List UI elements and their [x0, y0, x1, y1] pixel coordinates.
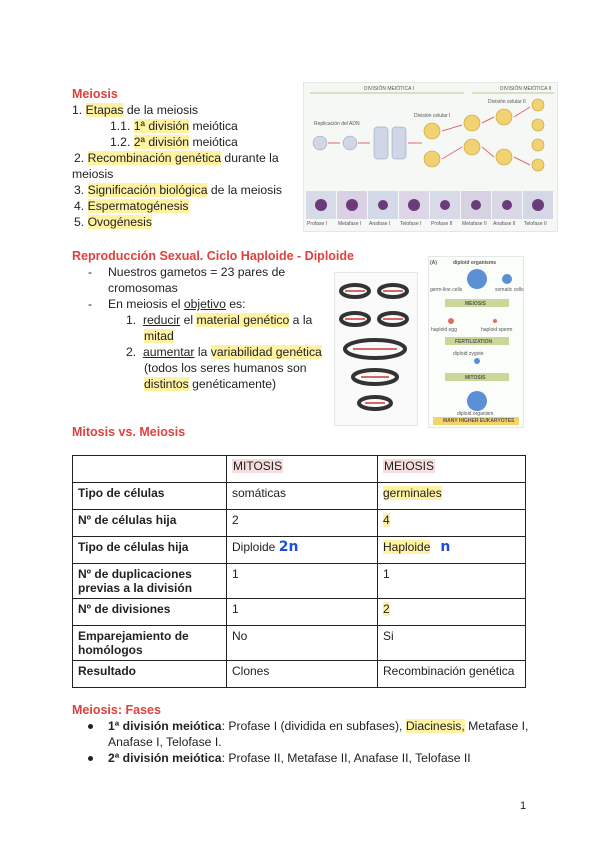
row-header: Nº de células hija	[73, 510, 227, 537]
section-title-meiosis: Meiosis	[72, 87, 118, 101]
list-item-ovogenesis: 5. Ovogénesis	[74, 215, 152, 229]
row-header: Emparejamiento de homólogos	[73, 626, 227, 661]
bullet-gametos: Nuestros gametos = 23 pares de	[108, 265, 286, 279]
table-cell: 1	[227, 599, 378, 626]
list-item-significacion: 3. Significación biológica de la meiosis	[74, 183, 282, 197]
fases-list	[108, 718, 528, 766]
section-title-reproduccion: Reproducción Sexual. Ciclo Haploide - Diploide	[72, 249, 354, 263]
table-cell: 2	[378, 599, 526, 626]
numbered-item-2: 2. aumentar la variabilidad genética	[126, 345, 322, 359]
cell-icon	[313, 136, 327, 150]
section-title-mitosis-vs-meiosis: Mitosis vs. Meiosis	[72, 425, 186, 439]
handwritten-n: n	[440, 539, 451, 555]
phase-label: Metafase II	[462, 221, 487, 227]
phase-label: Profase I	[307, 221, 328, 227]
table-cell: Clones	[227, 661, 378, 688]
figure-label: División celular II	[488, 99, 526, 105]
table-cell: somáticas	[227, 483, 378, 510]
numbered-item-1-cont: mitad	[144, 329, 174, 343]
comparison-table	[72, 455, 526, 688]
cell-icon	[532, 99, 544, 111]
row-header: Tipo de células hija	[73, 537, 227, 564]
table-cell: 1	[378, 564, 526, 599]
figure-label: diploid organisms	[453, 260, 497, 266]
phase-label: Telofase I	[400, 221, 422, 227]
table-cell: 4	[378, 510, 526, 537]
figure-label: germ-line cells	[430, 287, 463, 293]
phase-label: Anafase II	[493, 221, 516, 227]
list-item-recombinacion-cont: meiosis	[72, 167, 114, 181]
table-header-row	[73, 456, 526, 483]
sublist-item-2: 1.2. 2ª división meiótica	[110, 135, 238, 149]
table-row	[73, 564, 526, 599]
handwritten-2n: 2n	[278, 539, 299, 555]
figure-label: diploid organism	[457, 411, 494, 417]
figure-label: MITOSIS	[465, 375, 486, 381]
figure-label: diploid zygote	[453, 351, 484, 357]
cell-icon	[464, 139, 480, 155]
bullet-objetivo: En meiosis el objetivo es:	[108, 297, 246, 311]
phase-label: Telofase II	[524, 221, 547, 227]
cell-icon	[424, 123, 440, 139]
figure-label: Replicación del ADN	[314, 121, 360, 127]
chromosome-icon	[374, 127, 388, 159]
table-row	[73, 510, 526, 537]
figure-label: (A)	[430, 260, 437, 266]
list-item: 1ª división meiótica: Profase I (dividida en subfases), Diacinesis, Metafase I,	[108, 718, 528, 734]
bullet-gametos-cont: cromosomas	[108, 281, 178, 295]
row-header: Nº de duplicaciones previas a la división	[73, 564, 227, 599]
cell-icon	[532, 119, 544, 131]
diploid-organism-icon	[467, 391, 487, 411]
meiosis-diagram-figure	[303, 82, 558, 232]
table-row	[73, 599, 526, 626]
figure-label: haploid sperm	[481, 327, 513, 333]
dash-bullet: -	[88, 297, 93, 311]
phase-label: Anafase I	[369, 221, 391, 227]
chromosome-pairing-svg	[335, 273, 417, 425]
table-cell: Haploide n	[378, 537, 526, 564]
table-cell: Si	[378, 626, 526, 661]
row-header: Resultado	[73, 661, 227, 688]
cell-icon	[532, 159, 544, 171]
table-row	[73, 626, 526, 661]
zygote-icon	[474, 358, 480, 364]
figure-label: FERTILIZATION	[455, 339, 493, 345]
bullet-dot	[88, 724, 93, 729]
table-cell: No	[227, 626, 378, 661]
figure-label: haploid egg	[431, 327, 457, 333]
cell-icon	[424, 151, 440, 167]
micrograph-strip	[306, 191, 553, 219]
cell-icon	[343, 136, 357, 150]
cell-icon	[496, 149, 512, 165]
phase-label: Profase II	[431, 221, 453, 227]
diploid-organism-icon	[467, 269, 487, 289]
table-row	[73, 483, 526, 510]
table-header-cell	[73, 456, 227, 483]
figure-label: MEIOSIS	[465, 301, 486, 307]
figure-label: MANY HIGHER EUKARYOTES	[443, 418, 515, 424]
page-number: 1	[520, 800, 527, 812]
life-cycle-figure	[428, 256, 524, 428]
section-title-fases: Meiosis: Fases	[72, 703, 161, 717]
chromosome-icon	[392, 127, 406, 159]
sublist-item-1: 1.1. 1ª división meiótica	[110, 119, 238, 133]
somatic-cell-icon	[502, 274, 512, 284]
numbered-item-1: 1. reducir el material genético a la	[126, 313, 313, 327]
phase-label: Metafase I	[338, 221, 362, 227]
table-cell: germinales	[378, 483, 526, 510]
list-item-espermatogenesis: 4. Espermatogénesis	[74, 199, 189, 213]
list-item-recombinacion: 2. Recombinación genética durante la	[74, 151, 279, 165]
figure-label: División celular I	[414, 113, 451, 119]
table-cell: 2	[227, 510, 378, 537]
table-header-cell: MEIOSIS	[378, 456, 526, 483]
table-cell: Diploide 2n	[227, 537, 378, 564]
table-cell: 1	[227, 564, 378, 599]
cell-icon	[464, 115, 480, 131]
numbered-item-2-line3: distintos genéticamente)	[144, 377, 277, 391]
figure-label: DIVISIÓN MEIÓTICA II	[500, 86, 552, 92]
cell-icon	[532, 139, 544, 151]
row-header: Nº de divisiones	[73, 599, 227, 626]
chromosome-pairing-figure	[334, 272, 418, 426]
list-item: 2ª división meiótica: Profase II, Metafase II, Anafase II, Telofase II	[108, 750, 528, 766]
cell-icon	[496, 109, 512, 125]
table-cell: Recombinación genética	[378, 661, 526, 688]
list-item-cont: Anafase I, Telofase I.	[108, 735, 222, 749]
figure-label: somatic cells	[495, 287, 524, 293]
table-row	[73, 661, 526, 688]
bullet-dot	[88, 756, 93, 761]
numbered-item-2-line2: (todos los seres humanos son	[144, 361, 307, 375]
figure-label: DIVISIÓN MEIÓTICA I	[364, 86, 415, 92]
table-header-cell: MITOSIS	[227, 456, 378, 483]
dash-bullet: -	[88, 265, 93, 279]
list-item-etapas: 1. Etapas de la meiosis	[72, 103, 199, 117]
table-row	[73, 537, 526, 564]
meiosis-diagram-svg	[304, 83, 557, 231]
row-header: Tipo de células	[73, 483, 227, 510]
